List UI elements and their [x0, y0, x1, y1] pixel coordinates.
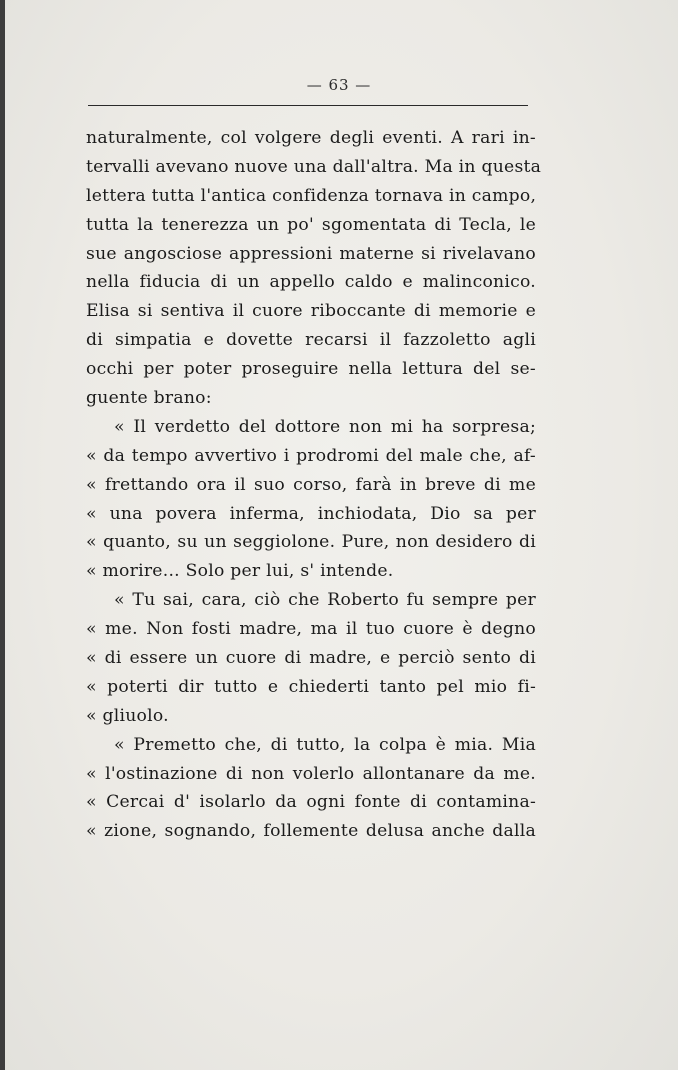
quoted-line: « frettando ora il suo corso, farà in breve di me	[86, 474, 536, 495]
text-line: tutta la tenerezza un po' sgomentata di Tecla, le	[86, 214, 536, 235]
quoted-line: « Il verdetto del dottore non mi ha sorpresa;	[114, 416, 536, 437]
quoted-line: « di essere un cuore di madre, e perciò sento di	[86, 648, 536, 669]
quoted-line: « una povera inferma, inchiodata, Dio sa per	[86, 503, 536, 524]
text-line: lettera tutta l'antica confidenza tornava in campo,	[86, 185, 537, 206]
quoted-line: « quanto, su un seggiolone. Pure, non desidero di	[86, 532, 536, 553]
quoted-line: « Tu sai, cara, ciò che Roberto fu sempre per	[114, 590, 536, 611]
quoted-line: « morire... Solo per lui, s' intende.	[86, 561, 394, 582]
quoted-line: « gliuolo.	[86, 705, 169, 726]
page-binding-edge	[0, 0, 5, 1070]
page-number: — 63 —	[306, 76, 372, 94]
quoted-line: « poterti dir tutto e chiederti tanto pel mio fi-	[86, 676, 536, 697]
text-line: di simpatia e dovette recarsi il fazzoletto agli	[86, 330, 536, 351]
text-line: occhi per poter proseguire nella lettura del se-	[86, 359, 536, 380]
quoted-line: « l'ostinazione di non volerlo allontanare da me.	[86, 763, 536, 784]
quoted-line: « Premetto che, di tutto, la colpa è mia. Mia	[114, 734, 536, 755]
text-line: naturalmente, col volgere degli eventi. A rari in-	[86, 128, 536, 148]
text-line: nella fiducia di un appello caldo e malinconico.	[86, 272, 536, 293]
text-line: Elisa si sentiva il cuore riboccante di memorie e	[86, 301, 536, 322]
text-line: sue angosciose appressioni materne si rivelavano	[86, 243, 536, 264]
quoted-line: « me. Non fosti madre, ma il tuo cuore è degno	[86, 619, 536, 640]
text-line: guente brano:	[86, 388, 212, 409]
header-rule	[88, 105, 528, 106]
quoted-line: « Cercai d' isolarlo da ogni fonte di contamina-	[86, 792, 536, 813]
quoted-line: « zione, sognando, follemente delusa anche dalla	[86, 821, 536, 842]
quoted-line: « da tempo avvertivo i prodromi del male che, af-	[86, 445, 536, 466]
text-line: tervalli avevano nuove una dall'altra. Ma in questa	[86, 156, 542, 177]
body-text	[86, 124, 542, 846]
